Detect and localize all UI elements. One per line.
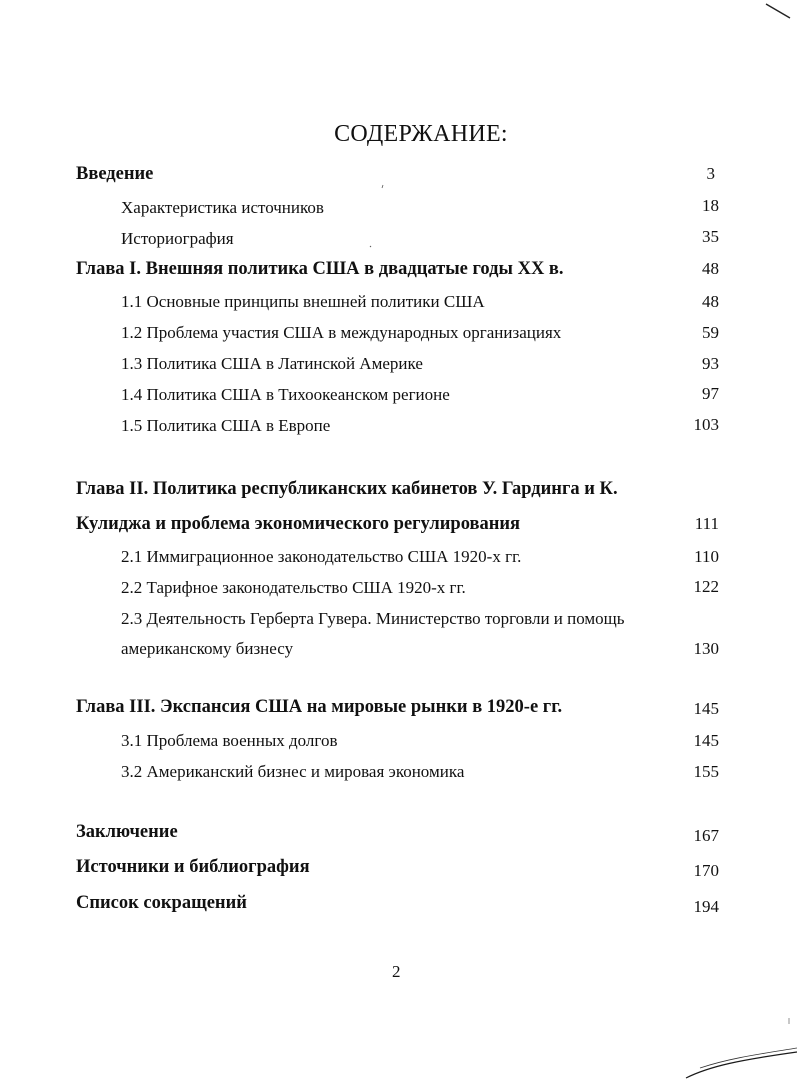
toc-page-2-2: 122: [693, 577, 719, 596]
toc-page-2-3: 130: [693, 639, 719, 658]
pen-mark: [686, 1052, 797, 1078]
toc-page-sources-bibliography: 170: [693, 861, 719, 880]
toc-page-2-1: 110: [694, 547, 719, 566]
toc-page-1-4: 97: [702, 384, 719, 403]
toc-entry-1-5: 1.5 Политика США в Европе: [121, 416, 331, 435]
toc-page-1-2: 59: [702, 323, 719, 342]
toc-entry-1-1: 1.1 Основные принципы внешней политики США: [121, 292, 485, 311]
toc-page-chapter-1: 48: [702, 259, 719, 278]
toc-page-3-1: 145: [693, 731, 719, 750]
toc-entry-2-3-line-1: 2.3 Деятельность Герберта Гувера. Министерство торговли и помощь: [121, 609, 625, 628]
toc-entry-2-1: 2.1 Иммиграционное законодательство США 1920-х гг.: [121, 547, 522, 566]
toc-page-chapter-2: 111: [694, 514, 719, 533]
toc-page-1-3: 93: [702, 354, 719, 373]
toc-entry-chapter-2-line-2: Кулиджа и проблема экономического регулирования: [76, 514, 521, 534]
toc-page-3-2: 155: [693, 762, 719, 781]
corner-stroke: [766, 4, 790, 18]
toc-entry-1-4: 1.4 Политика США в Тихоокеанском регионе: [121, 385, 450, 404]
toc-page-abbreviations: 194: [693, 897, 719, 916]
toc-entry-chapter-1: Глава I. Внешняя политика США в двадцатые годы XX в.: [76, 259, 564, 279]
toc-entry-3-1: 3.1 Проблема военных долгов: [121, 731, 338, 750]
speck: [382, 185, 383, 188]
toc-entry-conclusion: Заключение: [76, 822, 178, 842]
toc-page-1-1: 48: [702, 292, 719, 311]
toc-page-1-5: 103: [693, 415, 719, 434]
toc-entry-intro: Введение: [76, 164, 154, 184]
toc-page-conclusion: 167: [693, 826, 719, 845]
toc-entry-2-2: 2.2 Тарифное законодательство США 1920-х гг.: [121, 578, 466, 597]
toc-title: СОДЕРЖАНИЕ:: [334, 121, 508, 147]
toc-page-chapter-3: 145: [693, 699, 719, 718]
toc-entry-sources-bibliography: Источники и библиография: [76, 857, 310, 877]
toc-entry-3-2: 3.2 Американский бизнес и мировая экономика: [121, 762, 465, 781]
toc-page-intro: 3: [706, 164, 715, 183]
toc-entry-chapter-3: Глава III. Экспансия США на мировые рынки в 1920-е гг.: [76, 697, 563, 717]
toc-entry-1-3: 1.3 Политика США в Латинской Америке: [121, 354, 423, 373]
page-number: 2: [392, 962, 401, 981]
toc-entry-historiography: Историография: [121, 229, 234, 248]
toc-entry-1-2: 1.2 Проблема участия США в международных организациях: [121, 323, 562, 342]
toc-entry-abbreviations: Список сокращений: [76, 893, 247, 913]
toc-page-sources: 18: [702, 196, 719, 215]
speck: [370, 246, 371, 247]
pen-mark: [700, 1048, 797, 1068]
toc-entry-2-3-line-2: американскому бизнесу: [121, 639, 294, 658]
toc-entry-chapter-2-line-1: Глава II. Политика республиканских кабинетов У. Гардинга и К.: [76, 479, 618, 499]
toc-page-historiography: 35: [702, 227, 719, 246]
toc-entry-sources: Характеристика источников: [121, 198, 324, 217]
